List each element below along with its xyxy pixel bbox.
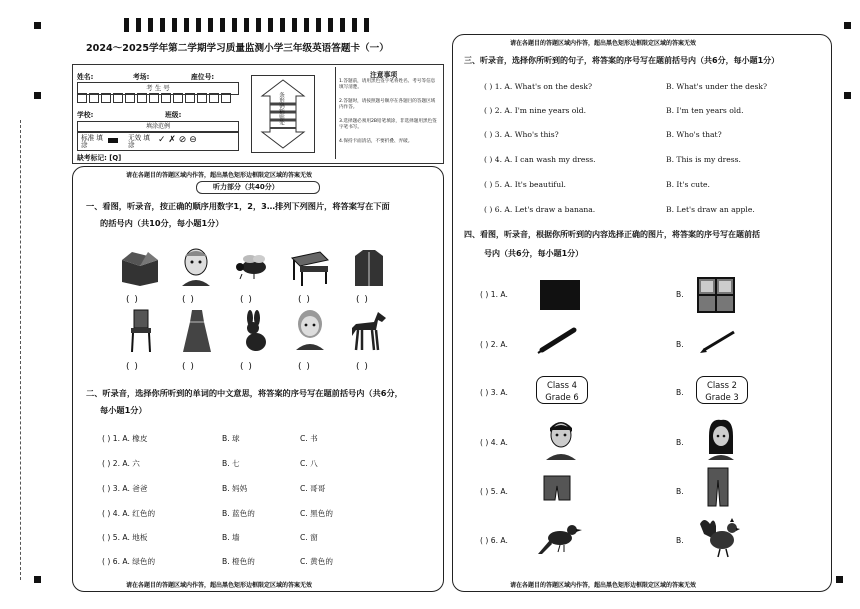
option-b: B. — [676, 536, 684, 545]
bee-icon — [232, 250, 272, 280]
option-c: C. 黄色的 — [300, 557, 333, 566]
option-b: B. I'm ten years old. — [666, 106, 744, 115]
fill-example-header: 填涂范例 — [77, 121, 239, 133]
answer-hint-bottom-right: 请在各题目的答题区域内作答，超出黑色矩形边框限定区域的答案无效 — [510, 582, 697, 589]
question-item[interactable]: ( ) 2. A. 六 — [102, 459, 140, 468]
class-label: 班级: — [165, 111, 182, 119]
option-b: B. This is my dress. — [666, 155, 741, 164]
option-b: B. 橙色的 — [222, 557, 255, 566]
shorts-icon — [542, 474, 572, 502]
seat-label: 座位号: — [191, 73, 215, 81]
option-b: B. — [676, 340, 684, 349]
rooster-icon — [696, 514, 740, 558]
pen-icon — [536, 326, 580, 354]
corner-mark — [844, 92, 851, 99]
jacket-icon — [354, 248, 384, 288]
school-label: 学校: — [77, 111, 94, 119]
notice-line: 2.答题时，请按照题号顺序在各题目的答题区域内作答。 — [339, 99, 436, 111]
question-item[interactable]: ( ) 6. A. Let's draw a banana. — [484, 205, 596, 214]
option-b: B. Let's draw an apple. — [666, 205, 755, 214]
class-label-b: Class 2 Grade 3 — [696, 376, 748, 404]
box-icon — [118, 248, 162, 286]
blackboard-icon — [540, 280, 580, 310]
horse-icon — [348, 308, 390, 352]
question-item[interactable]: ( ) 3. A. Who's this? — [484, 130, 559, 139]
option-b: B. Who's that? — [666, 130, 722, 139]
question-item[interactable]: ( ) 5. A. 地板 — [102, 533, 148, 542]
answer-hint-bottom: 请在各题目的答题区域内作答，超出黑色矩形边框限定区域的答案无效 — [126, 582, 313, 589]
fill-correct-label: 标准 填涂 — [81, 134, 103, 149]
option-b: B. — [676, 487, 684, 496]
notice-line: 3.选择题必须用2B铅笔填涂，非选择题用黑色签字笔书写。 — [339, 119, 437, 131]
option-b: B. — [676, 388, 684, 397]
answer-paren[interactable]: ( ) — [298, 362, 311, 372]
answer-paren[interactable]: ( ) — [356, 362, 369, 372]
info-box — [72, 64, 444, 164]
notice-title: 注意事项 — [370, 71, 398, 79]
answer-paren[interactable]: ( ) — [240, 295, 253, 305]
listening-header: 听力部分（共40分） — [196, 181, 320, 194]
exam-no-header: 考 生 号 — [77, 82, 239, 95]
question-item[interactable]: ( ) 1. A. What's on the desk? — [484, 82, 593, 91]
question-item[interactable]: ( ) 3. A. 爸爸 — [102, 484, 148, 493]
option-c: C. 哥哥 — [300, 484, 326, 493]
dress-icon — [182, 308, 212, 354]
option-b: B. 妈妈 — [222, 484, 248, 493]
question-item[interactable]: ( ) 4. A. I can wash my dress. — [484, 155, 596, 164]
answer-paren[interactable]: ( ) — [182, 295, 195, 305]
name-label: 姓名: — [77, 73, 94, 81]
left-answer-frame — [72, 166, 444, 592]
answer-paren[interactable]: ( ) — [126, 362, 139, 372]
section3-title: 三、听录音，选择你所听到的句子，将答案的序号写在题前括号内（共6分，每小题1分） — [464, 56, 780, 65]
barcode-area — [251, 75, 315, 153]
question-item[interactable]: ( ) 3. A. — [480, 388, 508, 397]
section2-title-cont: 每小题1分） — [100, 405, 147, 415]
corner-mark — [836, 576, 843, 583]
section2-title: 二、听录音，选择你所听到的单词的中文意思，将答案的序号写在题前括号内（共6分， — [86, 388, 403, 398]
answer-hint-top: 请在各题目的答题区域内作答，超出黑色矩形边框限定区域的答案无效 — [126, 172, 313, 179]
notice-line: 1.答题前，请用黑色签字笔将姓名、考号等信息填写清楚。 — [339, 79, 436, 91]
question-item[interactable]: ( ) 1. A. 橡皮 — [102, 434, 148, 443]
option-b: B. — [676, 438, 684, 447]
bird-icon — [536, 518, 584, 558]
absent-mark[interactable]: 缺考标记: [Q] — [77, 154, 122, 162]
corner-mark — [844, 22, 851, 29]
option-b: B. 蓝色的 — [222, 509, 255, 518]
answer-paren[interactable]: ( ) — [356, 295, 369, 305]
option-b: B. 墙 — [222, 533, 240, 542]
answer-paren[interactable]: ( ) — [126, 295, 139, 305]
question-item[interactable]: ( ) 2. A. — [480, 340, 508, 349]
exam-no-grid[interactable] — [77, 93, 239, 105]
desk-icon — [290, 250, 330, 286]
class-label-a: Class 4 Grade 6 — [536, 376, 588, 404]
question-item[interactable]: ( ) 1. A. — [480, 290, 508, 299]
option-c: C. 书 — [300, 434, 318, 443]
rabbit-icon — [240, 310, 268, 352]
exam-room-label: 考场: — [133, 73, 150, 81]
chair-icon — [128, 308, 154, 354]
question-item[interactable]: ( ) 4. A. 红色的 — [102, 509, 156, 518]
answer-paren[interactable]: ( ) — [298, 295, 311, 305]
page-title: 2024～2025学年第二学期学习质量监测小学三年级英语答题卡（一） — [86, 43, 389, 54]
option-b: B. What's under the desk? — [666, 82, 768, 91]
option-c: C. 黑色的 — [300, 509, 333, 518]
binding-line — [20, 120, 21, 580]
option-c: C. 八 — [300, 459, 318, 468]
answer-paren[interactable]: ( ) — [182, 362, 195, 372]
notice-line: 4.保持卡面清洁，不要折叠、弄破。 — [339, 139, 413, 144]
question-item[interactable]: ( ) 5. A. — [480, 487, 508, 496]
window-icon — [696, 276, 736, 314]
section4-title: 四、看图，听录音，根据你所听到的内容选择正确的图片，将答案的序号写在题前括 — [464, 230, 760, 239]
barcode-label: 条形码粘贴处 — [278, 92, 284, 125]
right-answer-frame — [452, 34, 832, 592]
option-b: B. It's cute. — [666, 180, 710, 189]
filled-mark-icon — [108, 138, 118, 143]
pencil-icon — [696, 326, 740, 354]
wrong-marks-icon: ✓ ✗ ⊘ ⊖ — [158, 135, 197, 145]
boy-icon — [544, 418, 578, 460]
question-item[interactable]: ( ) 2. A. I'm nine years old. — [484, 106, 587, 115]
section1-title: 一、看图，听录音，按正确的顺序用数字1，2，3…排列下列图片，将答案写在下面 — [86, 201, 390, 211]
corner-mark — [34, 22, 41, 29]
option-b: B. — [676, 290, 684, 299]
fill-wrong-label: 无效 填涂 — [128, 134, 150, 149]
option-b: B. 球 — [222, 434, 240, 443]
question-item[interactable]: ( ) 6. A. — [480, 536, 508, 545]
question-item[interactable]: ( ) 4. A. — [480, 438, 508, 447]
grandma-icon — [292, 308, 328, 350]
question-item[interactable]: ( ) 6. A. 绿色的 — [102, 557, 156, 566]
answer-paren[interactable]: ( ) — [240, 362, 253, 372]
section4-title-cont: 号内（共6分，每小题1分） — [484, 249, 584, 258]
section1-title-cont: 的括号内（共10分，每小题1分） — [100, 218, 224, 228]
fill-example — [77, 131, 239, 151]
grandpa-icon — [178, 246, 214, 286]
option-b: B. 七 — [222, 459, 240, 468]
notice-box — [335, 67, 440, 159]
option-c: C. 窗 — [300, 533, 318, 542]
corner-mark — [34, 92, 41, 99]
answer-hint-top-right: 请在各题目的答题区域内作答，超出黑色矩形边框限定区域的答案无效 — [510, 40, 697, 47]
pants-icon — [706, 466, 730, 508]
corner-mark — [34, 576, 41, 583]
question-item[interactable]: ( ) 5. A. It's beautiful. — [484, 180, 566, 189]
girl-icon — [704, 418, 738, 460]
